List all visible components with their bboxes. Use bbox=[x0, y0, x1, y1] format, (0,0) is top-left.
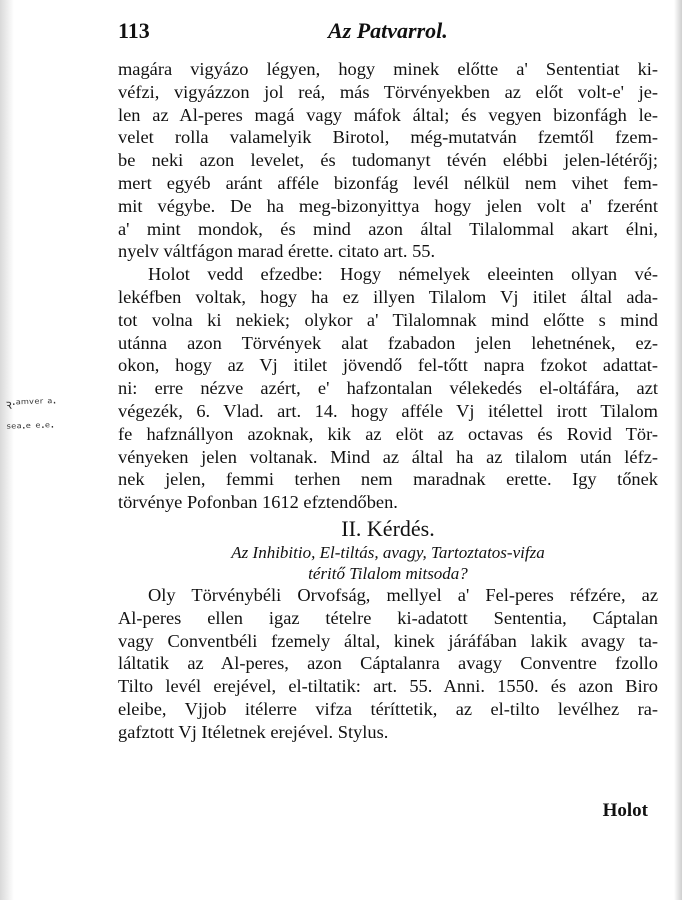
text-line: vényeken jelen voltanak. Mind az által ha az tilalom után léfz- bbox=[118, 446, 658, 467]
body-text bbox=[118, 58, 658, 744]
page-edge-shadow bbox=[674, 0, 682, 900]
handwritten-marginalia bbox=[5, 390, 117, 442]
text-line: nek jelen, femmi terhen nem maradnak erette. Igy tőnek bbox=[118, 469, 658, 490]
text-line: tot volna ki nekiek; olykor a' Tilalomnak mind előtte s mind bbox=[118, 309, 658, 330]
text-line: Al-peres ellen igaz tételre ki-adatott Sententia, Cáptalan bbox=[118, 607, 658, 628]
text-line: len az Al-peres magá vagy máfok által; és vegyen bizonfágh le- bbox=[118, 104, 658, 125]
running-head: Az Patvarrol. bbox=[328, 18, 448, 43]
text-line: be neki azon levelet, és tudomanyt tévén elébbi jelen-létérőj; bbox=[118, 150, 658, 171]
text-line: Holot vedd efzedbe: Hogy némelyek eleeinten ollyan vé- bbox=[148, 264, 658, 285]
text-line: magára vigyázo légyen, hogy minek előtte a' Sententiat ki- bbox=[118, 59, 658, 79]
paragraph-3 bbox=[118, 584, 658, 744]
page-number: 113 bbox=[118, 18, 150, 43]
section-subtitle-line: téritő Tilalom mitsoda? bbox=[308, 563, 468, 583]
text-line: okon, hogy az Vj itilet jövendő fel-tőtt napra fzokot adattat- bbox=[118, 355, 658, 376]
text-line: velet rolla valamelyik Birotol, még-mutatván fzemtől fzem- bbox=[118, 127, 658, 148]
text-line: eleibe, Vjjob itélerre vifza téríttetik, az el-tilto levélhez ra- bbox=[118, 698, 658, 719]
text-line: gafztott Vj Itéletnek erejével. Stylus. bbox=[118, 721, 389, 742]
text-line: Oly Törvénybéli Orvofság, mellyel a' Fel-peres réfzére, az bbox=[148, 584, 658, 605]
text-line: lekéfben voltak, hogy ha ez illyen Tilalom Vj itilet által ada- bbox=[118, 286, 658, 307]
paragraph-1 bbox=[118, 58, 658, 263]
gutter-shadow bbox=[0, 0, 14, 900]
text-line: mit végybe. De ha meg-bizonyittya hogy jelen volt a' fzerént bbox=[118, 195, 658, 216]
marginalia-line: ꝛ·ᵃᵐᵛᵉʳ ᵃ· bbox=[5, 396, 57, 413]
paragraph-2 bbox=[118, 263, 658, 514]
text-line: Tilto levél erejével, el-tiltatik: art. 55. Anni. 1550. és azon Biro bbox=[118, 676, 658, 697]
text-line: utánna azon Törvények alat fzabadon jelen lehetnének, ez- bbox=[118, 332, 658, 353]
section-subtitle-line: Az Inhibitio, El-tiltás, avagy, Tartoztatos-vifza bbox=[231, 542, 545, 562]
text-line: fe hafznállyon azoknak, kik az elöt az octavas és Rovid Tör- bbox=[118, 423, 658, 444]
text-line: vagy Conventbéli fzemely által, kinek járáfában lakik avagy ta- bbox=[118, 630, 658, 651]
text-line: véfzi, vigyázzon jol reá, más Törvényekben az előt volt-e' je- bbox=[118, 81, 658, 102]
marginalia-line: ˢᵉᵃ·ᵉ ᵉ·ᵉ· bbox=[6, 420, 55, 437]
text-line: a' mint mondok, és mind azon által Tilalommal akart élni, bbox=[118, 218, 658, 239]
text-line: ni: erre nézve azért, e' hafzontalan vélekedés el-oltáfára, azt bbox=[118, 378, 658, 399]
page-header bbox=[118, 18, 658, 48]
text-line: láltatik az Al-peres, azon Cáptalanra avagy Conventre fzollo bbox=[118, 653, 658, 674]
text-line: nyelv váltfágon marad érette. citato art. 55. bbox=[118, 241, 436, 262]
section-heading: II. Kérdés. bbox=[341, 515, 435, 541]
text-line: törvénye Pofonban 1612 efztendőben. bbox=[118, 492, 398, 513]
text-line: mert egyéb aránt afféle bizonfág levél nélkül nem vihet fem- bbox=[118, 172, 658, 193]
catchword: Holot bbox=[602, 800, 648, 821]
text-line: végezék, 6. Vlad. art. 14. hogy afféle Vj itélettel irott Tilalom bbox=[118, 400, 658, 421]
